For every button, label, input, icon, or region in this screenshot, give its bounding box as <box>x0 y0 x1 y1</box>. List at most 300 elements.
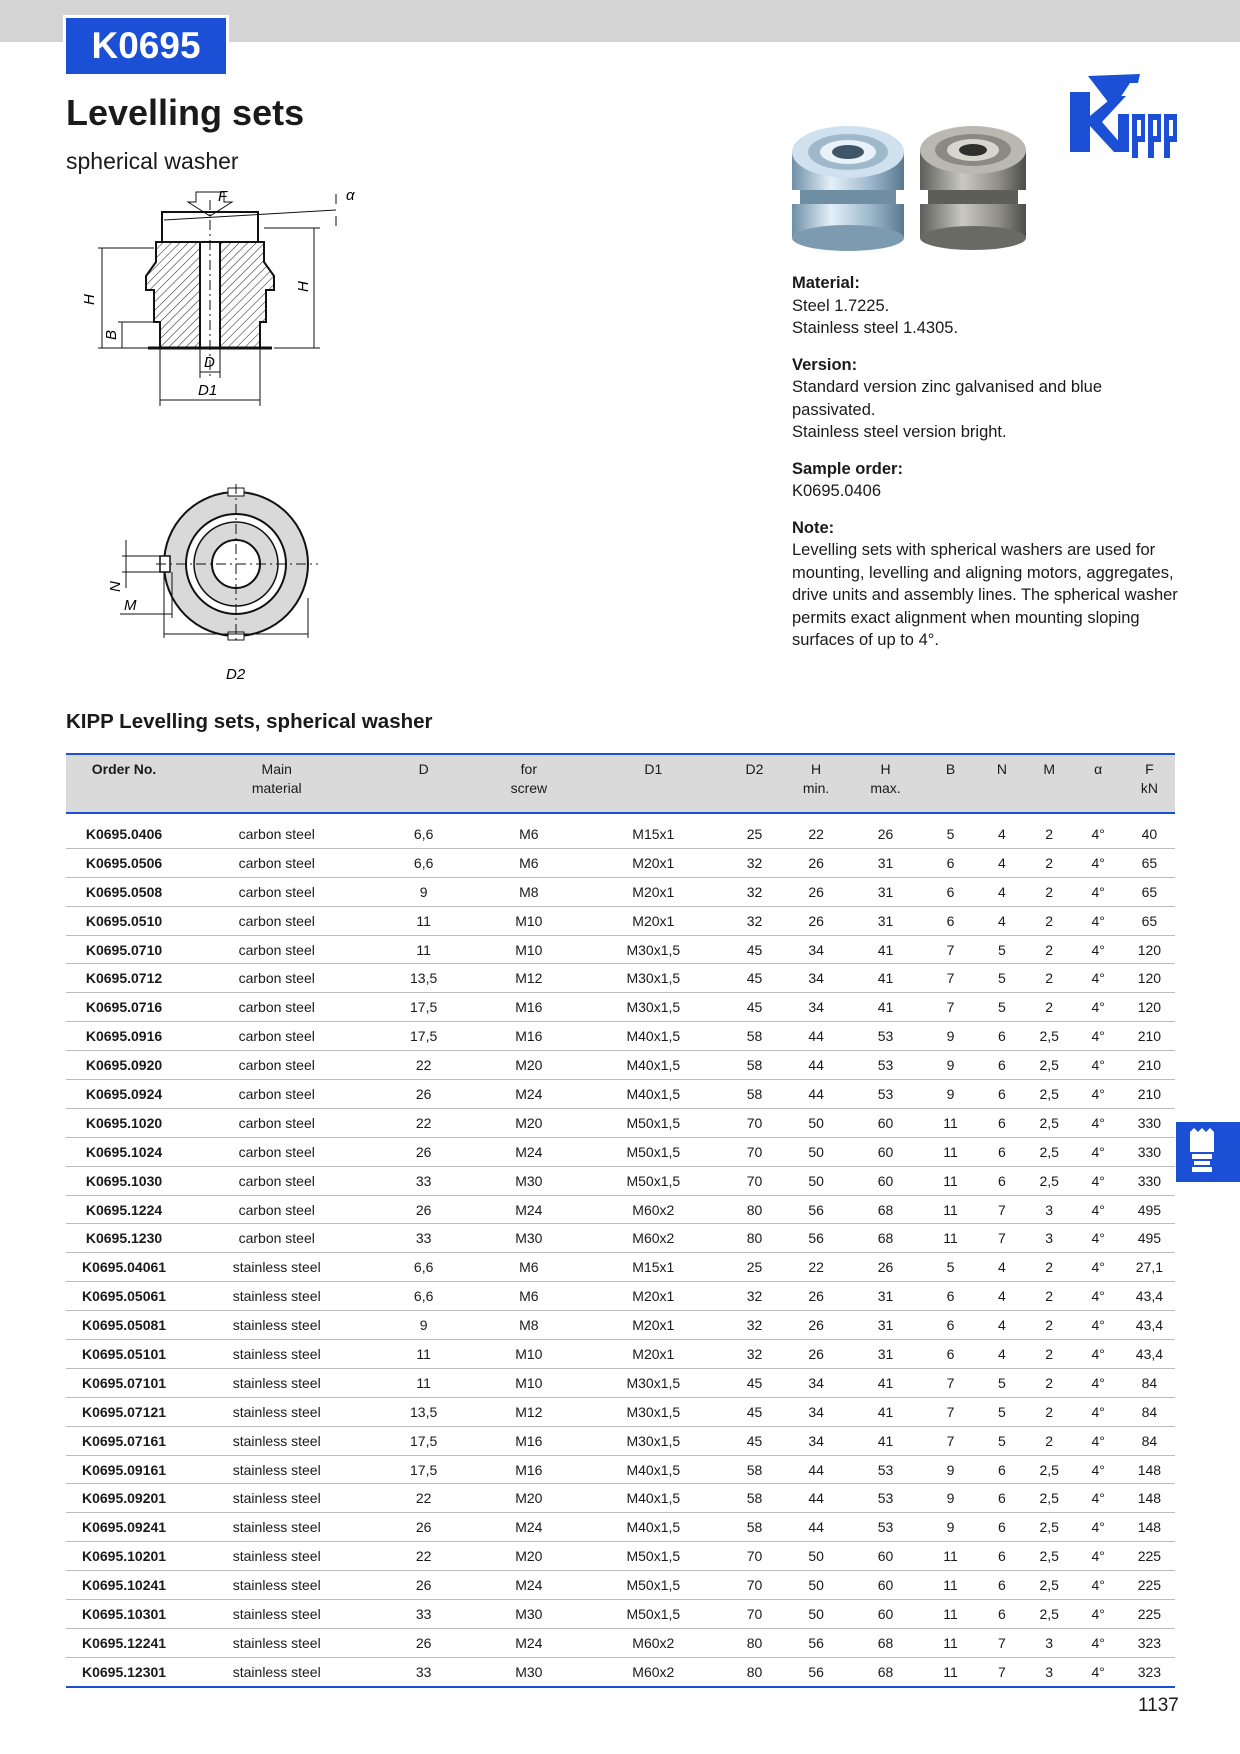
table-cell: 4° <box>1073 1600 1124 1629</box>
table-row <box>66 1022 1175 1051</box>
table-cell: 2 <box>1026 813 1073 848</box>
table-row <box>66 1108 1175 1137</box>
table-cell: 6 <box>978 1137 1026 1166</box>
table-cell: 32 <box>725 1282 784 1311</box>
alpha-label: α <box>346 187 355 204</box>
table-cell: 495 <box>1124 1224 1175 1253</box>
column-header <box>848 754 923 813</box>
table-cell: 44 <box>784 1080 848 1109</box>
table-cell: stainless steel <box>182 1340 371 1369</box>
table-cell: 7 <box>923 1426 978 1455</box>
table-row <box>66 1253 1175 1282</box>
table-cell: 4° <box>1073 964 1124 993</box>
table-cell: M12 <box>476 1397 582 1426</box>
material-label: Material: <box>792 274 860 292</box>
page-subtitle: spherical washer <box>66 148 239 174</box>
table-cell: 11 <box>923 1195 978 1224</box>
table-cell: carbon steel <box>182 935 371 964</box>
order-number-cell: K0695.0716 <box>66 993 182 1022</box>
table-cell: 33 <box>371 1600 475 1629</box>
table-cell: 6,6 <box>371 1253 475 1282</box>
table-cell: 11 <box>923 1108 978 1137</box>
order-number-cell: K0695.12301 <box>66 1657 182 1686</box>
table-cell: 58 <box>725 1484 784 1513</box>
table-cell: 5 <box>978 993 1026 1022</box>
table-cell: 2,5 <box>1026 1513 1073 1542</box>
table-cell: 41 <box>848 1368 923 1397</box>
table-cell: 3 <box>1026 1657 1073 1686</box>
table-cell: 2 <box>1026 964 1073 993</box>
table-cell: 2 <box>1026 1340 1073 1369</box>
table-cell: M12 <box>476 964 582 993</box>
table-cell: 43,4 <box>1124 1282 1175 1311</box>
table-cell: 7 <box>923 993 978 1022</box>
table-cell: 26 <box>371 1195 475 1224</box>
table-cell: 50 <box>784 1542 848 1571</box>
table-cell: 6 <box>978 1571 1026 1600</box>
table-body <box>66 813 1175 1687</box>
table-cell: 31 <box>848 906 923 935</box>
table-cell: stainless steel <box>182 1542 371 1571</box>
table-cell: M20 <box>476 1484 582 1513</box>
table-cell: 7 <box>923 935 978 964</box>
table-cell: 5 <box>978 1368 1026 1397</box>
table-cell: M6 <box>476 813 582 848</box>
table-cell: 70 <box>725 1108 784 1137</box>
table-cell: 330 <box>1124 1166 1175 1195</box>
table-cell: 26 <box>848 813 923 848</box>
table-cell: 34 <box>784 1397 848 1426</box>
sample-order-label: Sample order: <box>792 459 903 478</box>
table-cell: 31 <box>848 877 923 906</box>
table-cell: carbon steel <box>182 906 371 935</box>
table-row <box>66 1137 1175 1166</box>
table-cell: 7 <box>978 1657 1026 1686</box>
table-cell: 34 <box>784 993 848 1022</box>
top-view-drawing <box>108 478 328 688</box>
table-cell: 9 <box>923 1080 978 1109</box>
table-cell: 45 <box>725 1397 784 1426</box>
table-cell: 56 <box>784 1628 848 1657</box>
table-cell: stainless steel <box>182 1513 371 1542</box>
table-cell: 65 <box>1124 848 1175 877</box>
page-number: 1137 <box>1138 1695 1179 1716</box>
table-cell: 6 <box>978 1108 1026 1137</box>
table-cell: 80 <box>725 1628 784 1657</box>
table-cell: 58 <box>725 1022 784 1051</box>
table-cell: M20x1 <box>582 1282 725 1311</box>
table-cell: 17,5 <box>371 1426 475 1455</box>
table-cell: 22 <box>371 1484 475 1513</box>
table-cell: stainless steel <box>182 1628 371 1657</box>
table-cell: 4° <box>1073 1282 1124 1311</box>
table-cell: 7 <box>923 1368 978 1397</box>
table-cell: 60 <box>848 1166 923 1195</box>
table-cell: 2 <box>1026 1426 1073 1455</box>
table-cell: 2,5 <box>1026 1022 1073 1051</box>
table-cell: 22 <box>371 1542 475 1571</box>
table-cell: 6 <box>978 1484 1026 1513</box>
table-cell: M20x1 <box>582 1311 725 1340</box>
table-cell: 148 <box>1124 1455 1175 1484</box>
table-cell: 43,4 <box>1124 1340 1175 1369</box>
table-cell: M16 <box>476 1455 582 1484</box>
d1-label: D1 <box>198 382 218 399</box>
table-cell: 6 <box>923 906 978 935</box>
table-row <box>66 964 1175 993</box>
table-cell: 6,6 <box>371 848 475 877</box>
table-cell: M15x1 <box>582 813 725 848</box>
table-cell: 4° <box>1073 1455 1124 1484</box>
table-cell: stainless steel <box>182 1484 371 1513</box>
table-cell: 65 <box>1124 906 1175 935</box>
column-header <box>476 754 582 813</box>
table-cell: 53 <box>848 1484 923 1513</box>
table-cell: M8 <box>476 1311 582 1340</box>
table-cell: M24 <box>476 1513 582 1542</box>
table-cell: 22 <box>371 1051 475 1080</box>
table-cell: 31 <box>848 1340 923 1369</box>
table-cell: 11 <box>371 906 475 935</box>
table-cell: 45 <box>725 935 784 964</box>
table-cell: 120 <box>1124 993 1175 1022</box>
order-number-cell: K0695.07161 <box>66 1426 182 1455</box>
table-cell: carbon steel <box>182 1195 371 1224</box>
table-cell: carbon steel <box>182 1224 371 1253</box>
table-row <box>66 993 1175 1022</box>
order-number-cell: K0695.07121 <box>66 1397 182 1426</box>
column-header-subline: min. <box>802 780 830 796</box>
table-cell: 9 <box>923 1022 978 1051</box>
table-cell: stainless steel <box>182 1426 371 1455</box>
table-cell: 2 <box>1026 1311 1073 1340</box>
order-number-cell: K0695.0920 <box>66 1051 182 1080</box>
column-header-line: for <box>520 761 538 777</box>
table-cell: M20x1 <box>582 1340 725 1369</box>
d-label: D <box>204 354 215 371</box>
note-label: Note: <box>792 518 835 537</box>
spec-table <box>66 753 1175 1688</box>
table-cell: 9 <box>923 1513 978 1542</box>
table-cell: 32 <box>725 848 784 877</box>
table-cell: 31 <box>848 1311 923 1340</box>
column-header-line: D <box>418 761 429 777</box>
table-cell: 25 <box>725 1253 784 1282</box>
table-row <box>66 1426 1175 1455</box>
table-cell: 6 <box>923 1282 978 1311</box>
table-cell: 34 <box>784 1368 848 1397</box>
order-number-cell: K0695.05081 <box>66 1311 182 1340</box>
table-cell: stainless steel <box>182 1571 371 1600</box>
column-header <box>978 754 1026 813</box>
table-cell: 5 <box>978 1397 1026 1426</box>
table-cell: M6 <box>476 1253 582 1282</box>
table-cell: 495 <box>1124 1195 1175 1224</box>
order-number-cell: K0695.0510 <box>66 906 182 935</box>
table-row <box>66 1282 1175 1311</box>
column-header-line: α <box>1094 761 1103 777</box>
table-cell: 53 <box>848 1022 923 1051</box>
table-cell: 26 <box>371 1137 475 1166</box>
table-row <box>66 1224 1175 1253</box>
table-cell: 2,5 <box>1026 1080 1073 1109</box>
table-cell: 80 <box>725 1195 784 1224</box>
table-cell: M24 <box>476 1571 582 1600</box>
order-number-cell: K0695.0710 <box>66 935 182 964</box>
table-cell: 45 <box>725 993 784 1022</box>
table-cell: 9 <box>923 1455 978 1484</box>
table-cell: 11 <box>371 1340 475 1369</box>
column-header-line: F <box>1145 761 1154 777</box>
table-cell: 4° <box>1073 1080 1124 1109</box>
table-cell: M30x1,5 <box>582 1368 725 1397</box>
table-cell: 4° <box>1073 1137 1124 1166</box>
table-cell: 2 <box>1026 935 1073 964</box>
table-cell: carbon steel <box>182 1022 371 1051</box>
table-cell: 53 <box>848 1051 923 1080</box>
table-cell: 41 <box>848 935 923 964</box>
table-cell: 120 <box>1124 964 1175 993</box>
table-cell: 225 <box>1124 1542 1175 1571</box>
table-cell: 68 <box>848 1224 923 1253</box>
table-cell: carbon steel <box>182 848 371 877</box>
table-cell: 6 <box>923 848 978 877</box>
table-cell: 26 <box>784 906 848 935</box>
table-cell: M40x1,5 <box>582 1051 725 1080</box>
table-cell: 13,5 <box>371 964 475 993</box>
order-number-cell: K0695.10201 <box>66 1542 182 1571</box>
table-cell: 4° <box>1073 1628 1124 1657</box>
table-cell: 33 <box>371 1657 475 1686</box>
table-cell: 4° <box>1073 877 1124 906</box>
version-label: Version: <box>792 355 858 374</box>
table-cell: stainless steel <box>182 1253 371 1282</box>
table-cell: 330 <box>1124 1137 1175 1166</box>
table-cell: 53 <box>848 1455 923 1484</box>
column-header-subline: material <box>251 780 302 796</box>
table-cell: 4° <box>1073 1397 1124 1426</box>
table-cell: 11 <box>923 1571 978 1600</box>
table-cell: M24 <box>476 1628 582 1657</box>
column-header-line: Order No. <box>91 761 157 777</box>
table-cell: carbon steel <box>182 964 371 993</box>
m-label: M <box>124 597 137 614</box>
table-cell: 26 <box>784 848 848 877</box>
order-number-cell: K0695.1224 <box>66 1195 182 1224</box>
table-cell: 7 <box>923 1397 978 1426</box>
section-drawing <box>81 187 388 460</box>
order-number-cell: K0695.0506 <box>66 848 182 877</box>
table-cell: 11 <box>923 1224 978 1253</box>
table-cell: M50x1,5 <box>582 1108 725 1137</box>
table-row <box>66 1455 1175 1484</box>
table-row <box>66 906 1175 935</box>
table-cell: 6 <box>978 1513 1026 1542</box>
table-cell: 50 <box>784 1137 848 1166</box>
table-row <box>66 813 1175 848</box>
table-cell: M50x1,5 <box>582 1600 725 1629</box>
table-cell: 68 <box>848 1628 923 1657</box>
table-header-row <box>66 754 1175 813</box>
table-cell: 32 <box>725 906 784 935</box>
table-cell: 50 <box>784 1166 848 1195</box>
table-cell: 26 <box>784 877 848 906</box>
table-cell: 26 <box>371 1628 475 1657</box>
version-line: Stainless steel version bright. <box>792 423 1007 441</box>
table-cell: 22 <box>371 1108 475 1137</box>
table-cell: 4° <box>1073 1166 1124 1195</box>
order-number-cell: K0695.1024 <box>66 1137 182 1166</box>
table-cell: M10 <box>476 906 582 935</box>
table-cell: 44 <box>784 1484 848 1513</box>
table-cell: stainless steel <box>182 1282 371 1311</box>
table-cell: 70 <box>725 1137 784 1166</box>
table-cell: 4° <box>1073 906 1124 935</box>
table-cell: 26 <box>371 1571 475 1600</box>
table-cell: 32 <box>725 877 784 906</box>
table-row <box>66 1600 1175 1629</box>
table-cell: 2 <box>1026 906 1073 935</box>
table-row <box>66 1657 1175 1686</box>
table-cell: 2,5 <box>1026 1455 1073 1484</box>
table-cell: carbon steel <box>182 1051 371 1080</box>
table-cell: M40x1,5 <box>582 1080 725 1109</box>
table-row <box>66 1484 1175 1513</box>
table-cell: carbon steel <box>182 1166 371 1195</box>
table-cell: 58 <box>725 1080 784 1109</box>
table-cell: 225 <box>1124 1571 1175 1600</box>
table-cell: 4° <box>1073 1368 1124 1397</box>
column-header-line: D1 <box>644 761 663 777</box>
table-cell: 9 <box>923 1051 978 1080</box>
table-cell: M20x1 <box>582 848 725 877</box>
table-row <box>66 1368 1175 1397</box>
table-cell: M40x1,5 <box>582 1484 725 1513</box>
order-number-cell: K0695.09201 <box>66 1484 182 1513</box>
order-number-cell: K0695.1230 <box>66 1224 182 1253</box>
table-cell: 27,1 <box>1124 1253 1175 1282</box>
table-cell: carbon steel <box>182 1108 371 1137</box>
table-cell: 6 <box>978 1022 1026 1051</box>
table-cell: M20 <box>476 1108 582 1137</box>
column-header-line: N <box>996 761 1008 777</box>
table-cell: 2 <box>1026 1368 1073 1397</box>
table-cell: 34 <box>784 1426 848 1455</box>
table-cell: 2,5 <box>1026 1166 1073 1195</box>
table-cell: 22 <box>784 1253 848 1282</box>
column-header-line: M <box>1043 761 1056 777</box>
table-cell: 41 <box>848 1397 923 1426</box>
table-cell: stainless steel <box>182 1397 371 1426</box>
table-row <box>66 1397 1175 1426</box>
table-cell: 32 <box>725 1340 784 1369</box>
table-cell: 6 <box>978 1542 1026 1571</box>
table-row <box>66 1340 1175 1369</box>
table-cell: 4° <box>1073 1542 1124 1571</box>
b-label: B <box>103 329 120 340</box>
table-cell: 41 <box>848 964 923 993</box>
order-number-cell: K0695.0916 <box>66 1022 182 1051</box>
table-cell: 34 <box>784 964 848 993</box>
kipp-logo <box>1068 74 1180 158</box>
order-number-cell: K0695.05061 <box>66 1282 182 1311</box>
table-cell: 210 <box>1124 1080 1175 1109</box>
table-cell: M60x2 <box>582 1657 725 1686</box>
column-header-line: D2 <box>745 761 764 777</box>
table-cell: M16 <box>476 1022 582 1051</box>
table-row <box>66 877 1175 906</box>
table-row <box>66 1542 1175 1571</box>
table-cell: 26 <box>784 1340 848 1369</box>
table-cell: 3 <box>1026 1628 1073 1657</box>
order-number-cell: K0695.04061 <box>66 1253 182 1282</box>
table-cell: M24 <box>476 1137 582 1166</box>
table-cell: 56 <box>784 1195 848 1224</box>
material-line: Steel 1.7225. <box>792 296 890 315</box>
order-number-cell: K0695.09161 <box>66 1455 182 1484</box>
table-cell: 7 <box>923 964 978 993</box>
table-cell: 80 <box>725 1657 784 1686</box>
table-cell: 44 <box>784 1455 848 1484</box>
table-row <box>66 1080 1175 1109</box>
table-cell: M60x2 <box>582 1628 725 1657</box>
table-cell: 330 <box>1124 1108 1175 1137</box>
table-cell: M24 <box>476 1080 582 1109</box>
table-cell: 22 <box>784 813 848 848</box>
table-cell: carbon steel <box>182 1080 371 1109</box>
table-cell: 5 <box>978 935 1026 964</box>
table-row <box>66 848 1175 877</box>
table-cell: M40x1,5 <box>582 1022 725 1051</box>
table-cell: 32 <box>725 1311 784 1340</box>
table-cell: 9 <box>371 877 475 906</box>
table-cell: 120 <box>1124 935 1175 964</box>
table-cell: 68 <box>848 1657 923 1686</box>
table-cell: 26 <box>371 1080 475 1109</box>
table-cell: 11 <box>923 1137 978 1166</box>
table-cell: 45 <box>725 1368 784 1397</box>
column-header <box>582 754 725 813</box>
table-cell: 4° <box>1073 813 1124 848</box>
table-cell: M30x1,5 <box>582 993 725 1022</box>
table-cell: 4° <box>1073 1195 1124 1224</box>
column-header-line: B <box>945 761 956 777</box>
table-cell: 2,5 <box>1026 1542 1073 1571</box>
table-cell: stainless steel <box>182 1600 371 1629</box>
table-cell: 60 <box>848 1542 923 1571</box>
table-cell: 6 <box>978 1166 1026 1195</box>
table-cell: 4° <box>1073 1484 1124 1513</box>
force-label: F <box>218 188 228 205</box>
height-label: H <box>81 294 98 305</box>
table-cell: 26 <box>784 1282 848 1311</box>
table-cell: 84 <box>1124 1368 1175 1397</box>
table-cell: 4° <box>1073 1224 1124 1253</box>
table-cell: 323 <box>1124 1628 1175 1657</box>
table-cell: 68 <box>848 1195 923 1224</box>
column-header <box>1073 754 1124 813</box>
table-cell: 31 <box>848 848 923 877</box>
table-cell: 17,5 <box>371 1455 475 1484</box>
table-cell: 60 <box>848 1137 923 1166</box>
table-cell: M30x1,5 <box>582 964 725 993</box>
table-cell: 43,4 <box>1124 1311 1175 1340</box>
table-cell: 44 <box>784 1022 848 1051</box>
table-cell: 13,5 <box>371 1397 475 1426</box>
material-line: Stainless steel 1.4305. <box>792 319 959 337</box>
table-cell: 4 <box>978 848 1026 877</box>
table-cell: 7 <box>978 1224 1026 1253</box>
